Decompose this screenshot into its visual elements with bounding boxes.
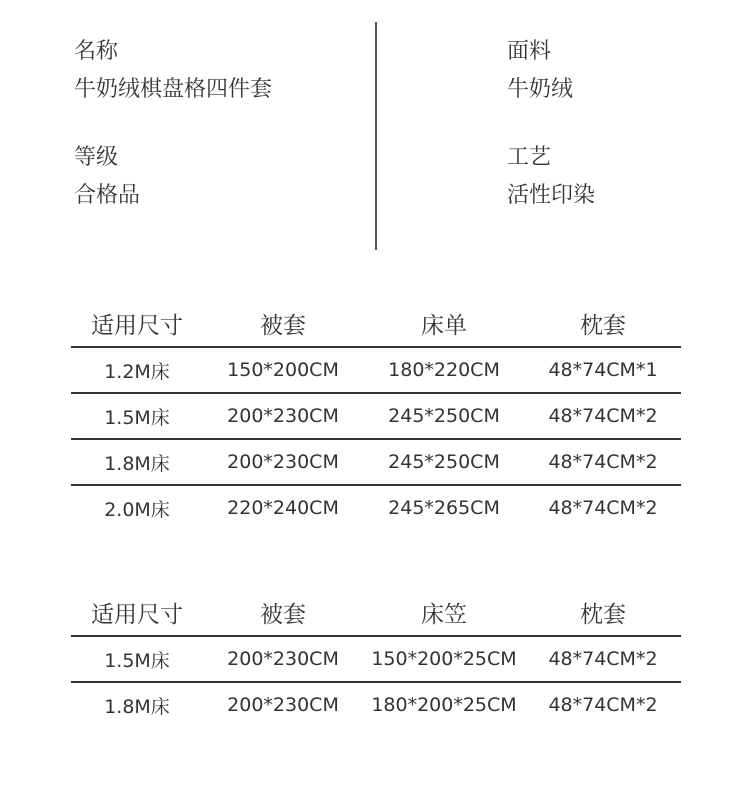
- fabric-value: 牛奶绒: [507, 77, 574, 102]
- cell-duvet-cover: 200*230CM: [203, 393, 363, 439]
- grade-label: 等级: [74, 145, 119, 170]
- header-fitted-sheet: 床笠: [363, 589, 525, 636]
- cell-bed-sheet: 180*220CM: [363, 347, 525, 393]
- header-pillowcase: 枕套: [525, 589, 681, 636]
- table-row: [71, 347, 681, 393]
- process-label: 工艺: [507, 145, 552, 170]
- cell-pillowcase: 48*74CM*2: [548, 694, 658, 716]
- table-row: [71, 636, 681, 682]
- cell-pillowcase: 48*74CM*2: [525, 636, 681, 682]
- grade-field: [74, 147, 140, 207]
- cell-fitted-sheet: 180*200*25CM: [371, 694, 517, 716]
- cell-size: 2.0M床: [104, 498, 170, 521]
- header-size: 适用尺寸: [71, 300, 203, 347]
- cell-size: 1.5M床: [71, 393, 203, 439]
- fabric-label: 面料: [507, 39, 552, 64]
- table-row: [71, 485, 681, 530]
- size-table-flat-sheet: [71, 300, 681, 530]
- table-header-row: [71, 589, 681, 636]
- cell-duvet-cover: 150*200CM: [203, 347, 363, 393]
- cell-bed-sheet: 245*250CM: [363, 439, 525, 485]
- cell-pillowcase: 48*74CM*2: [548, 497, 658, 519]
- header-bed-sheet: 床单: [363, 300, 525, 347]
- cell-duvet-cover: 200*230CM: [227, 694, 339, 716]
- name-field: [74, 41, 272, 101]
- grade-value: 合格品: [74, 183, 141, 208]
- table-row: [71, 682, 681, 727]
- fabric-field: [507, 41, 573, 101]
- table-header-row: [71, 300, 681, 347]
- process-field: [507, 147, 595, 207]
- cell-duvet-cover: 220*240CM: [227, 497, 339, 519]
- cell-fitted-sheet: 150*200*25CM: [363, 636, 525, 682]
- header-duvet-cover: 被套: [203, 589, 363, 636]
- header-duvet-cover: 被套: [203, 300, 363, 347]
- cell-pillowcase: 48*74CM*1: [525, 347, 681, 393]
- cell-size: 1.5M床: [71, 636, 203, 682]
- cell-size: 1.8M床: [71, 439, 203, 485]
- table-row: [71, 393, 681, 439]
- cell-bed-sheet: 245*250CM: [363, 393, 525, 439]
- cell-pillowcase: 48*74CM*2: [525, 393, 681, 439]
- cell-bed-sheet: 245*265CM: [388, 497, 500, 519]
- header-pillowcase: 枕套: [525, 300, 681, 347]
- cell-duvet-cover: 200*230CM: [203, 636, 363, 682]
- cell-pillowcase: 48*74CM*2: [525, 439, 681, 485]
- name-label: 名称: [74, 39, 119, 64]
- process-value: 活性印染: [507, 183, 596, 208]
- name-value: 牛奶绒棋盘格四件套: [74, 77, 273, 102]
- header-size: 适用尺寸: [71, 589, 203, 636]
- cell-size: 1.2M床: [71, 347, 203, 393]
- cell-size: 1.8M床: [104, 695, 170, 718]
- vertical-divider: [375, 22, 377, 250]
- cell-duvet-cover: 200*230CM: [203, 439, 363, 485]
- size-table-fitted-sheet: [71, 589, 681, 727]
- table-row: [71, 439, 681, 485]
